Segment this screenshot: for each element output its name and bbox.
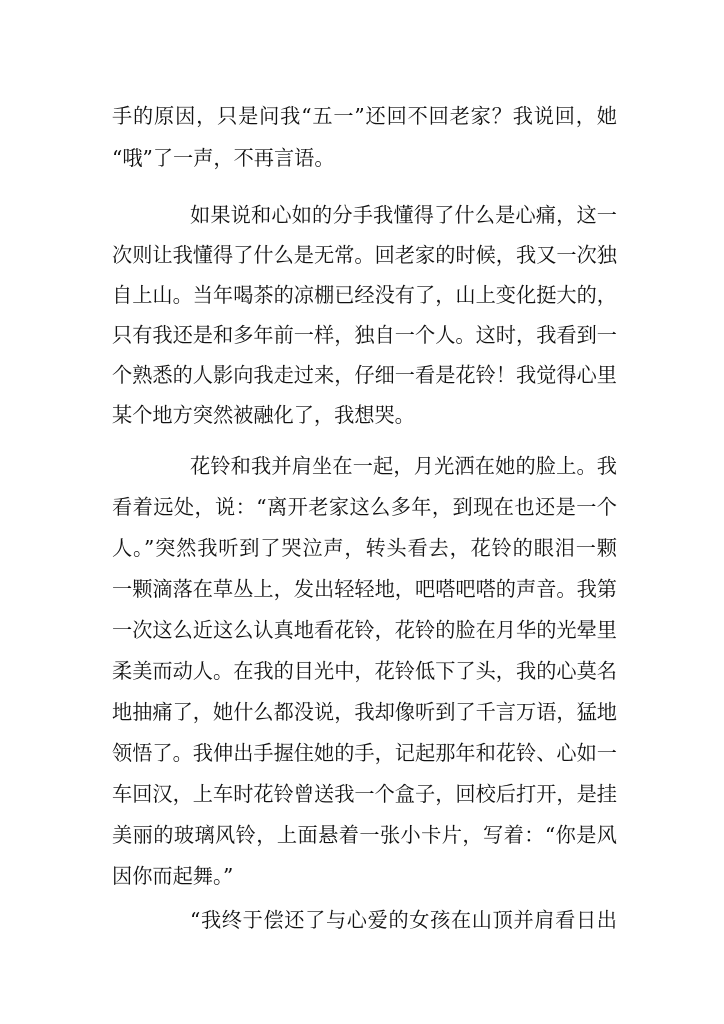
- text-line: 次则让我懂得了什么是无常。回老家的时候，我又一次独: [112, 243, 617, 267]
- text-line: 如果说和心如的分手我懂得了什么是心痛，这一: [190, 203, 617, 227]
- text-line: “哦”了一声，不再言语。: [112, 146, 335, 170]
- text-line: 个熟悉的人影向我走过来，仔细一看是花铃！我觉得心里: [112, 363, 617, 387]
- text-line: 手的原因，只是问我“五一”还回不回老家？我说回，她: [112, 104, 617, 128]
- text-line: 领悟了。我伸出手握住她的手，记起那年和花铃、心如一: [112, 741, 617, 765]
- text-line: 人。”突然我听到了哭泣声，转头看去，花铃的眼泪一颗: [112, 536, 617, 560]
- text-line: 只有我还是和多年前一样，独自一个人。这时，我看到一: [112, 323, 617, 347]
- text-line: 看着远处，说：“离开老家这么多年，到现在也还是一个: [112, 495, 617, 519]
- text-line: 某个地方突然被融化了，我想哭。: [112, 403, 415, 427]
- text-line: 车回汉，上车时花铃曾送我一个盒子，回校后打开，是挂: [112, 782, 617, 806]
- text-line: 花铃和我并肩坐在一起，月光洒在她的脸上。我: [190, 454, 617, 478]
- text-line: 地抽痛了，她什么都没说，我却像听到了千言万语，猛地: [112, 700, 617, 724]
- text-line: 自上山。当年喝茶的凉棚已经没有了，山上变化挺大的，: [112, 283, 617, 307]
- text-line: 一颗滴落在草丛上，发出轻轻地，吧嗒吧嗒的声音。我第: [112, 577, 617, 601]
- text-line: 柔美而动人。在我的目光中，花铃低下了头，我的心莫名: [112, 659, 617, 683]
- text-line: 一次这么近这么认真地看花铃，花铃的脸在月华的光晕里: [112, 618, 617, 642]
- text-line: 因你而起舞。”: [112, 864, 234, 888]
- text-line: “我终于偿还了与心爱的女孩在山顶并肩看日出: [190, 908, 617, 932]
- text-line: 美丽的玻璃风铃，上面悬着一张小卡片，写着：“你是风: [112, 823, 617, 847]
